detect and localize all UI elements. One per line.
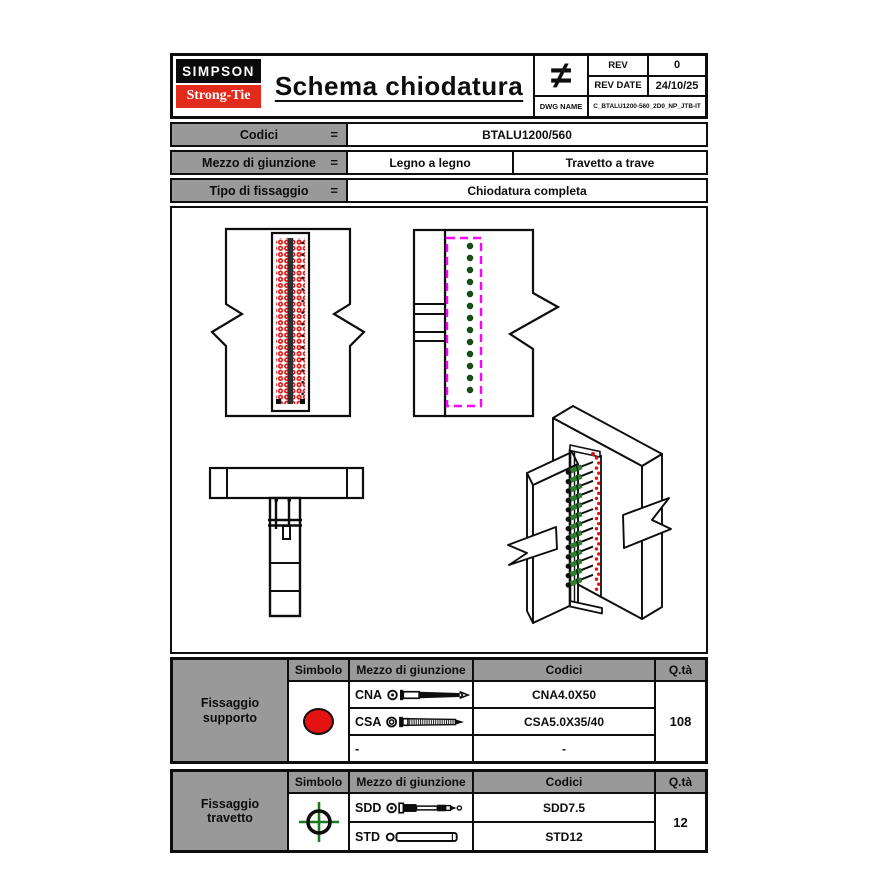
col-header-codici: Codici [474,772,654,792]
codici-value: BTALU1200/560 [482,127,572,142]
equals-sign: = [330,127,338,142]
side-view-drawing [414,230,558,416]
front-view-drawing [212,229,364,416]
col-header-simbolo: Simbolo [289,772,348,792]
isometric-view-drawing [508,406,671,623]
technical-drawings [172,208,704,650]
info-row-codici [170,122,708,147]
travetto-symbol-cell [289,794,348,850]
table-row-std-codice: STD12 [474,823,654,850]
wood-screw-icon [385,713,472,731]
document-page [170,53,708,853]
col-header-codici: Codici [474,660,654,680]
table-row-empty-codice: - [474,736,654,761]
mezzo-label: Mezzo di giunzione = [172,152,348,173]
col-header-qta: Q.tà [656,660,705,680]
table-name: Fissaggio supporto [173,660,287,761]
col-header-qta: Q.tà [656,772,705,792]
col-header-simbolo: Simbolo [289,660,348,680]
ring-nail-icon [386,686,472,704]
logo-simpson: SIMPSON [176,59,261,83]
col-header-mezzo: Mezzo di giunzione [350,772,472,792]
rev-date-label: REV DATE [589,77,647,96]
info-row-mezzo [170,150,708,175]
table-row-std-mezzo: STD [350,823,472,850]
info-row-fissaggio [170,178,708,203]
double-thread-dowel-icon [385,799,472,817]
title-block [170,53,708,119]
supporto-quantity: 108 [656,682,705,761]
table-row-cna-codice: CNA4.0X50 [474,682,654,707]
rev-label: REV [589,56,647,75]
simpson-strongtie-logo [173,56,265,116]
drawing-panel [170,206,708,654]
equals-sign: = [330,155,338,170]
red-circle-symbol-icon [303,708,334,735]
travetto-quantity: 12 [656,794,705,850]
col-header-mezzo: Mezzo di giunzione [350,660,472,680]
equals-sign: = [330,183,338,198]
table-row-sdd-codice: SDD7.5 [474,794,654,821]
codici-label: Codici = [172,124,348,145]
table-row-cna-mezzo: CNA [350,682,472,707]
supporto-symbol-cell [289,682,348,761]
mezzo-value-2: Travetto a trave [565,155,655,170]
top-view-drawing [210,468,363,616]
table-row-csa-mezzo: CSA [350,709,472,734]
logo-strongtie: Strong-Tie [176,85,261,108]
smooth-dowel-icon [384,828,472,846]
fissaggio-travetto-table [170,769,708,853]
table-row-sdd-mezzo: SDD [350,794,472,821]
revision-block [533,56,705,116]
table-row-csa-codice: CSA5.0X35/40 [474,709,654,734]
projection-symbol-icon: ≠ [535,56,587,95]
crosshair-symbol-icon [296,799,342,845]
fissaggio-label: Tipo di fissaggio = [172,180,348,201]
table-row-empty-mezzo: - [350,736,472,761]
rev-value: 0 [649,56,705,75]
rev-date-value: 24/10/25 [649,77,705,96]
mezzo-value-1: Legno a legno [348,152,514,173]
fissaggio-value: Chiodatura completa [467,183,587,198]
page-title: Schema chiodatura [274,70,524,101]
fissaggio-supporto-table [170,657,708,764]
table-name: Fissaggio travetto [173,772,287,850]
dwg-name-label: DWG NAME [535,97,587,116]
dwg-name-value: C_BTALU1200-560_2D0_NP_JTB-IT [589,97,705,116]
